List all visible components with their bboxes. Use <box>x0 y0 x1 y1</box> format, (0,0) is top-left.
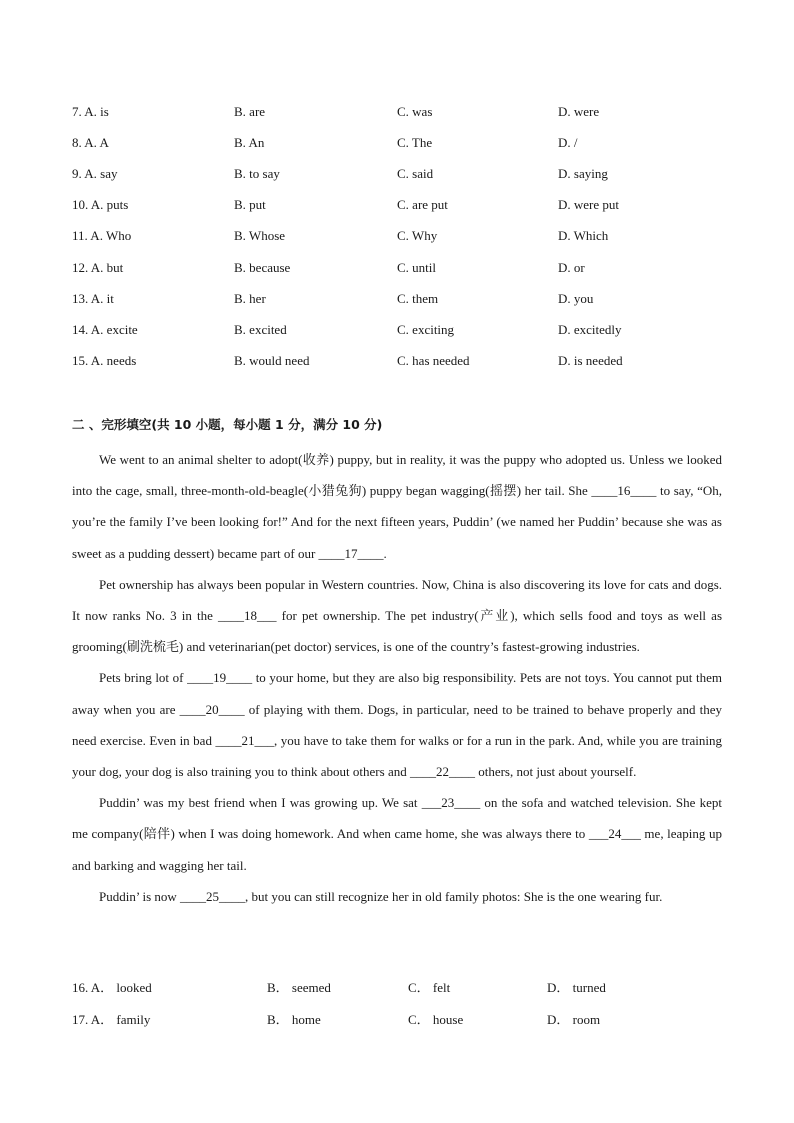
option-b: B. An <box>234 135 265 150</box>
option-d: D. or <box>558 260 585 275</box>
option-b: B. her <box>234 291 266 306</box>
option-a: 9. A. say <box>72 166 118 181</box>
option-d: D. is needed <box>558 353 623 368</box>
option-d: D. were put <box>558 197 620 212</box>
option-b: B. excited <box>234 322 287 337</box>
cloze-passage <box>72 444 722 912</box>
option-d: D. / <box>558 135 578 150</box>
option-d: D． room <box>547 1012 601 1027</box>
mc-row-11 <box>0 228 794 248</box>
passage-paragraph-3: Pets bring lot of ____19____ to your home, but they are also big responsibility. Pets are not toys. You cannot put them away when you are ____20____ of playing with them. Dogs, in particular, need to be trained to behave properly and they need exercise. Even in bad ____21___, you have to take them for walks or for a run in the park. And, while you are training your dog, your dog is also training you to think about others and ____22____ others, not just about yourself. <box>72 670 722 780</box>
option-c: C. exciting <box>397 322 455 337</box>
mc-row-7 <box>0 104 794 124</box>
option-a: 11. A. Who <box>72 228 132 243</box>
option-c: C. them <box>397 291 439 306</box>
option-c: C. has needed <box>397 353 470 368</box>
mc-row-12 <box>0 260 794 280</box>
passage-paragraph-1: We went to an animal shelter to adopt(收养) puppy, but in reality, it was the puppy who adopted us. Unless we looked into the cage, small, three-month-old-beagle(小猎兔狗) puppy began wagging(摇摆) her tail. She ____16____ to say, “Oh, you’re the family I’ve been looking for!” And for the next fifteen years, Puddin’ (we named her Puddin’ because she was as sweet as a pudding dessert) became part of our ____17____. <box>72 452 722 561</box>
option-b: B． seemed <box>267 980 331 995</box>
section-title: 二 、完形填空(共 10 小题，每小题 1 分，满分 10 分) <box>72 417 383 432</box>
passage-paragraph-4: Puddin’ was my best friend when I was growing up. We sat ___23____ on the sofa and watched television. She kept me company(陪伴) when I was doing homework. And when came home, she was always there to ___24___ me, leaping up and barking and wagging her tail. <box>72 795 722 873</box>
option-c: C． house <box>408 1012 464 1027</box>
option-b: B. would need <box>234 353 310 368</box>
mc-row-8 <box>0 135 794 155</box>
option-a: 14. A. excite <box>72 322 138 337</box>
mc-row-13 <box>0 291 794 311</box>
option-b: B. because <box>234 260 291 275</box>
option-c: C. until <box>397 260 437 275</box>
option-a: 7. A. is <box>72 104 109 119</box>
option-a: 8. A. A <box>72 135 109 150</box>
option-c: C． felt <box>408 980 451 995</box>
option-b: B. put <box>234 197 266 212</box>
passage-paragraph-5: Puddin’ is now ____25____, but you can still recognize her in old family photos: She is the one wearing fur. <box>99 888 663 904</box>
option-b: B. to say <box>234 166 280 181</box>
option-c: C. The <box>397 135 433 150</box>
mc-row-9 <box>0 166 794 186</box>
mc-row-10 <box>0 197 794 217</box>
option-d: D． turned <box>547 980 606 995</box>
option-d: D. were <box>558 104 600 119</box>
mc-row-15 <box>0 353 794 373</box>
option-d: D. Which <box>558 228 609 243</box>
answer-row-17 <box>0 1009 794 1029</box>
option-d: D. saying <box>558 166 608 181</box>
option-b: B． home <box>267 1012 321 1027</box>
option-a: 17. A． family <box>72 1012 151 1027</box>
option-b: B. are <box>234 104 266 119</box>
option-c: C. Why <box>397 228 438 243</box>
mc-row-14 <box>0 322 794 342</box>
option-c: C. are put <box>397 197 448 212</box>
option-c: C. was <box>397 104 433 119</box>
option-a: 12. A. but <box>72 260 124 275</box>
option-a: 15. A. needs <box>72 353 137 368</box>
answer-row-16 <box>0 977 794 997</box>
option-c: C. said <box>397 166 434 181</box>
option-d: D. excitedly <box>558 322 622 337</box>
option-b: B. Whose <box>234 228 286 243</box>
option-a: 16. A． looked <box>72 980 152 995</box>
option-d: D. you <box>558 291 594 306</box>
option-a: 13. A. it <box>72 291 114 306</box>
option-a: 10. A. puts <box>72 197 129 212</box>
passage-paragraph-2: Pet ownership has always been popular in Western countries. Now, China is also discovering its love for cats and dogs. It now ranks No. 3 in the ____18___ for pet ownership. The pet industry(产业), which sells food and toys as well as grooming(刷洗梳毛) and veterinarian(pet doctor) services, is one of the country’s fastest-growing industries. <box>72 576 722 655</box>
